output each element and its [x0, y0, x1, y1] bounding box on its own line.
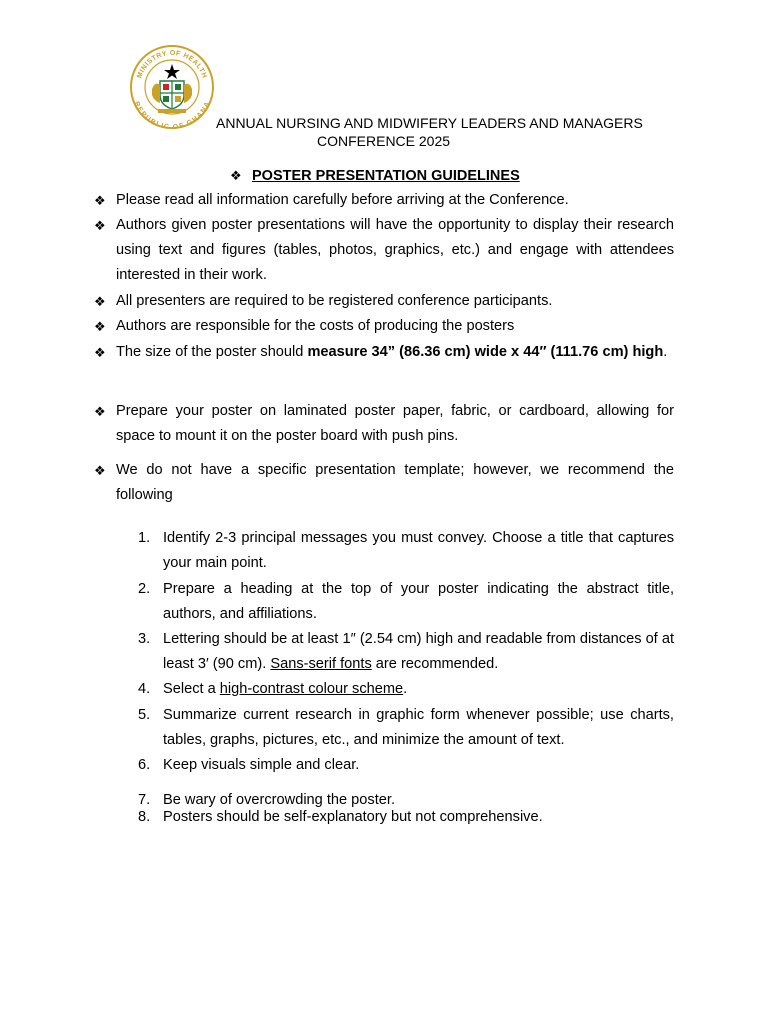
numbered-item: Keep visuals simple and clear. [163, 757, 360, 773]
diamond-bullet-icon: ❖ [94, 463, 106, 478]
numbered-item: Summarize current research in graphic form whenever possible; use charts, tables, graphs, pictures, etc., and minimize the amount of text. [163, 707, 674, 749]
bullet-item: Authors are responsible for the costs of producing the posters [116, 318, 515, 334]
logo-ring-top-text: MINISTRY OF HEALTH [136, 49, 208, 80]
lettering-prefix: Lettering should be at least 1″ (2.54 cm) high and readable from distances of at least 3′ (90 cm). [163, 631, 674, 673]
diamond-bullet-icon: ❖ [94, 345, 106, 360]
list-number: 2. [138, 581, 151, 597]
bullet-item: Authors given poster presentations will have the opportunity to display their research using text and figures (tables, photos, graphics, etc.) and engage with attendees interested in their work. [116, 217, 674, 284]
numbered-item-colour [163, 677, 674, 702]
numbered-item: Identify 2-3 principal messages you must convey. Choose a title that captures your main point. [163, 530, 674, 572]
conference-title-line2: CONFERENCE 2025 [317, 133, 451, 149]
colour-scheme-underlined: high-contrast colour scheme [219, 681, 404, 697]
list-number: 5. [138, 707, 151, 723]
bullet-item: Prepare your poster on laminated poster paper, fabric, or cardboard, allowing for space to mount it on the poster board with push pins. [116, 403, 674, 445]
numbered-item-lettering [163, 627, 674, 677]
conference-title-line1: ANNUAL NURSING AND MIDWIFERY LEADERS AND MANAGERS [216, 115, 643, 131]
list-number: 1. [138, 530, 151, 546]
logo-ring-bottom-text: REPUBLIC OF GHANA [132, 100, 212, 129]
bullet-item: All presenters are required to be registered conference participants. [116, 293, 553, 309]
colour-suffix: . [403, 681, 408, 697]
diamond-bullet-icon: ❖ [94, 218, 106, 233]
diamond-bullet-icon: ❖ [94, 193, 106, 208]
ministry-of-health-logo [128, 45, 216, 129]
list-number: 6. [138, 757, 151, 773]
list-number: 3. [138, 631, 151, 647]
numbered-item: Posters should be self-explanatory but not comprehensive. [163, 809, 543, 825]
poster-size-measure: measure 34” (86.36 cm) wide x 44″ (111.76 cm) high [307, 344, 664, 360]
numbered-item: Prepare a heading at the top of your poster indicating the abstract title, authors, and affiliations. [163, 581, 674, 623]
sans-serif-fonts-underlined: Sans-serif fonts [270, 656, 372, 673]
list-number: 7. [138, 792, 151, 808]
poster-size-suffix: . [663, 344, 668, 360]
diamond-bullet-icon: ❖ [94, 404, 106, 419]
lettering-suffix: are recommended. [371, 656, 499, 673]
section-heading: POSTER PRESENTATION GUIDELINES [252, 168, 520, 184]
bullet-item: We do not have a specific presentation template; however, we recommend the following [116, 462, 674, 504]
list-number: 8. [138, 809, 151, 825]
colour-prefix: Select a [163, 681, 220, 697]
poster-size-prefix: The size of the poster should [116, 344, 308, 360]
bullet-item-poster-size [116, 340, 674, 365]
ghana-coat-of-arms-icon [128, 45, 216, 129]
list-number: 4. [138, 681, 151, 697]
diamond-bullet-icon: ❖ [94, 319, 106, 334]
diamond-bullet-icon: ❖ [94, 294, 106, 309]
numbered-item: Be wary of overcrowding the poster. [163, 792, 395, 808]
diamond-bullet-icon: ❖ [230, 168, 242, 183]
bullet-item: Please read all information carefully before arriving at the Conference. [116, 192, 569, 208]
